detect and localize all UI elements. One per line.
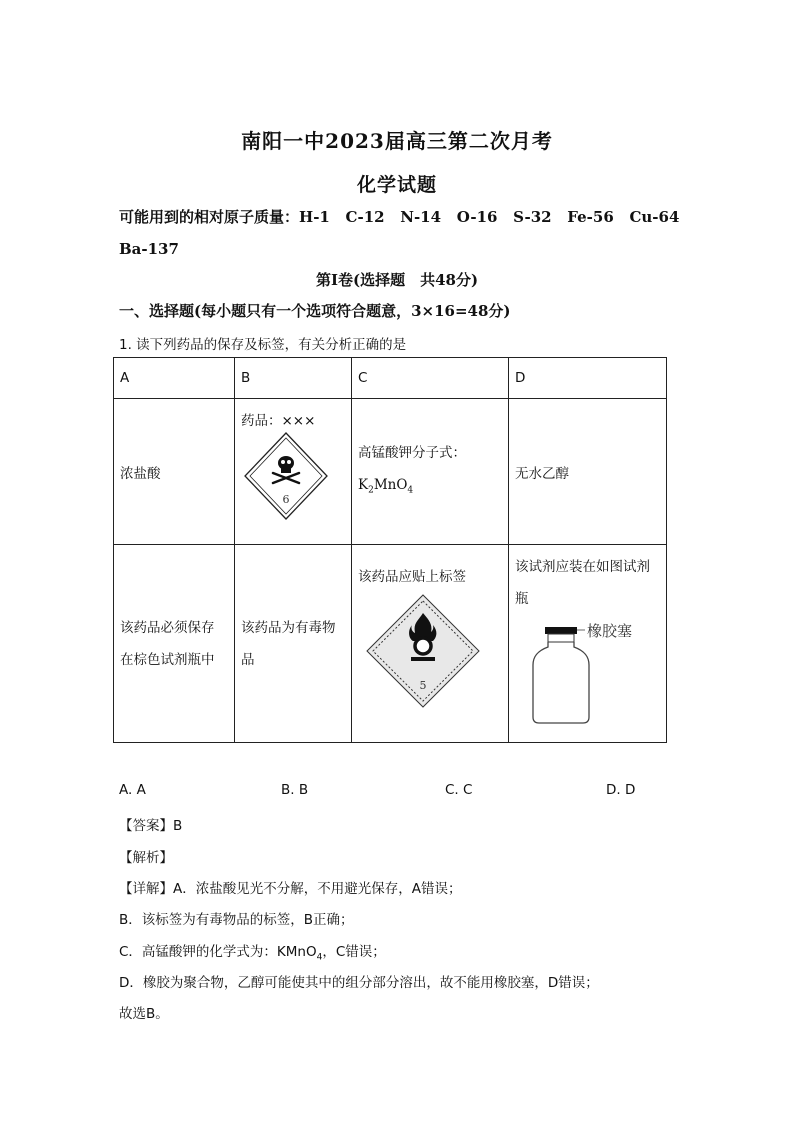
exam-subtitle: 化学试题 xyxy=(356,174,437,196)
table-cell-b1 xyxy=(235,399,352,545)
table-cell-d1: 无水乙醇 xyxy=(509,399,667,545)
atomic-mass-item: N-14 xyxy=(400,208,442,226)
oxidizer-sign-number: 5 xyxy=(419,679,427,692)
exam-title: 南阳一中2023届高三第二次月考 xyxy=(241,129,553,153)
atomic-masses-line xyxy=(119,206,679,227)
table-cell-a1: 浓盐酸 xyxy=(114,399,235,545)
table-header-cell: B xyxy=(235,358,352,399)
answer-line: 【答案】B xyxy=(119,818,183,834)
formula-label: 高锰酸钾分子式： xyxy=(358,444,466,461)
atomic-mass-item: Fe-56 xyxy=(567,208,614,226)
atomic-mass-item: C-12 xyxy=(345,208,385,226)
atomic-mass-item: Ba-137 xyxy=(119,240,179,258)
question-stem: 1. 读下列药品的保存及标签，有关分析正确的是 xyxy=(119,337,407,353)
options-table xyxy=(113,357,667,743)
analysis-heading: 【解析】 xyxy=(119,850,173,866)
table-cell-a2: 该药品必须保存 在棕色试剂瓶中 xyxy=(114,545,235,743)
conclusion-line: 故选B。 xyxy=(119,1006,169,1022)
option-d[interactable]: D. D xyxy=(606,782,636,798)
stopper-label: 橡胶塞 xyxy=(587,622,633,640)
bottle-icon xyxy=(533,627,589,723)
part-title: 一、选择题(每小题只有一个选项符合题意，3×16=48分) xyxy=(119,302,511,320)
explanation-line-c: C．高锰酸钾的化学式为：KMnO$_4$，C错误； xyxy=(119,944,386,963)
table-cell-c2 xyxy=(352,545,509,743)
option-c[interactable]: C. C xyxy=(445,782,473,798)
explanation-line-d: D．橡胶为聚合物，乙醇可能使其中的组分部分溶出，故不能用橡胶塞，D错误； xyxy=(119,975,599,991)
toxic-hazard-sign xyxy=(241,429,331,523)
atomic-mass-item: O-16 xyxy=(456,208,498,226)
table-cell-b2: 该药品为有毒物 品 xyxy=(235,545,352,743)
atomic-masses-label: 可能用到的相对原子质量： xyxy=(119,208,300,226)
table-cell-d2: 该试剂应装在如图试剂 瓶 橡胶塞 xyxy=(509,545,667,743)
explanation-line-a: 【详解】A．浓盐酸见光不分解，不用避光保存，A错误； xyxy=(119,881,462,897)
option-b[interactable]: B. B xyxy=(281,782,309,798)
reagent-bottle-diagram xyxy=(515,617,655,727)
table-header-cell: D xyxy=(509,358,667,399)
table-header-cell: A xyxy=(114,358,235,399)
oxidizer-hazard-sign xyxy=(363,591,483,711)
atomic-mass-item: S-32 xyxy=(513,208,552,226)
table-row xyxy=(114,545,667,743)
atomic-mass-item: H-1 xyxy=(299,208,330,226)
table-header-row xyxy=(114,358,667,399)
table-cell-c1 xyxy=(352,399,509,545)
table-header-cell: C xyxy=(352,358,509,399)
atomic-masses-line-2 xyxy=(119,240,179,258)
answer-options xyxy=(0,782,794,802)
table-row xyxy=(114,399,667,545)
section-title: 第Ⅰ卷(选择题 共48分) xyxy=(315,271,479,289)
drug-label-text: 药品：××× xyxy=(241,413,316,429)
label-instruction: 该药品应贴上标签 xyxy=(358,569,466,585)
toxic-sign-number: 6 xyxy=(282,493,290,506)
explanation-line-b: B．该标签为有毒物品的标签，B正确； xyxy=(119,912,354,928)
atomic-mass-item: Cu-64 xyxy=(629,208,680,226)
option-a[interactable]: A. A xyxy=(119,782,146,798)
formula: $K_2MnO_4$ xyxy=(358,476,414,496)
skull-icon xyxy=(273,456,299,483)
